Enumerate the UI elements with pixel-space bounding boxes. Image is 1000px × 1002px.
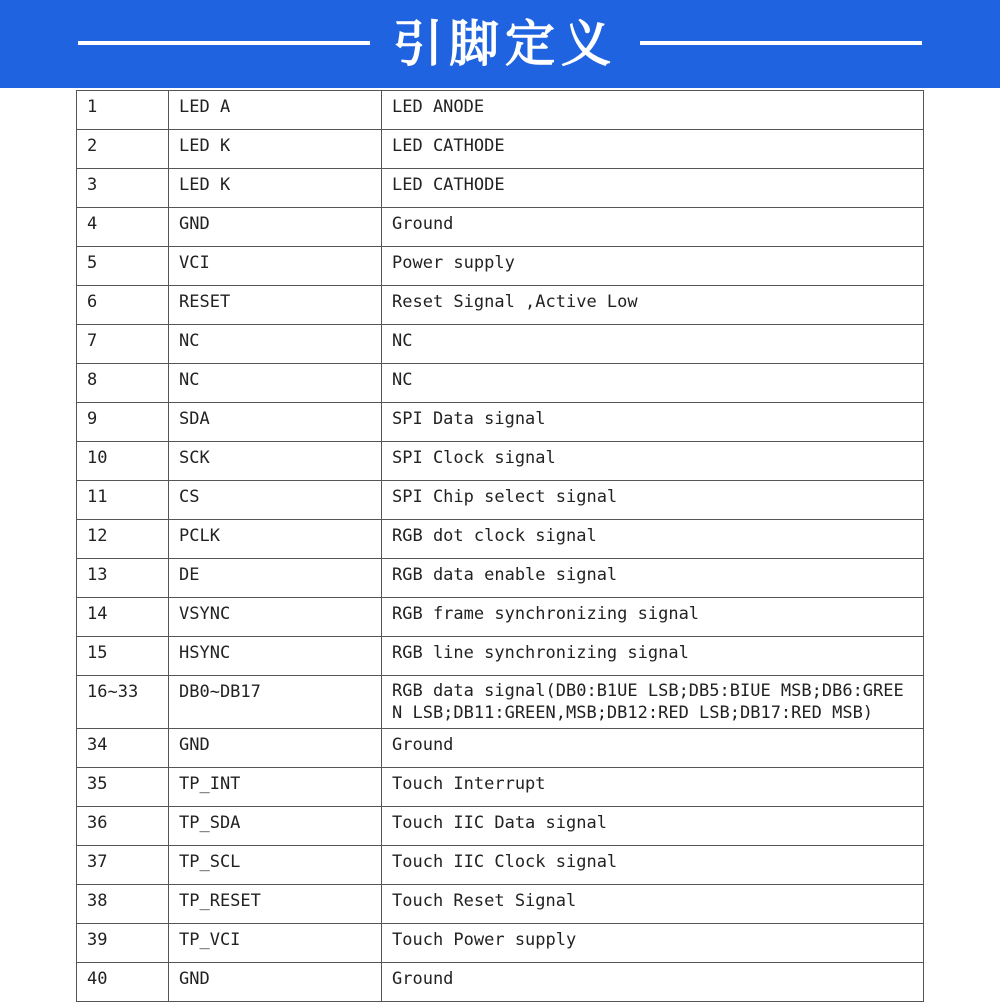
pin-number-cell: 36: [77, 807, 169, 846]
pin-name-cell: GND: [169, 729, 382, 768]
table-row: [77, 364, 924, 403]
table-row: [77, 729, 924, 768]
pin-description-cell: RGB frame synchronizing signal: [382, 598, 924, 637]
pin-name-cell: GND: [169, 963, 382, 1002]
pin-description-cell: LED ANODE: [382, 91, 924, 130]
table-row: [77, 885, 924, 924]
pin-description-cell: RGB dot clock signal: [382, 520, 924, 559]
pin-name-cell: VCI: [169, 247, 382, 286]
pin-name-cell: NC: [169, 325, 382, 364]
pin-number-cell: 11: [77, 481, 169, 520]
pin-name-cell: TP_SCL: [169, 846, 382, 885]
pin-description-cell: Ground: [382, 729, 924, 768]
table-row: [77, 559, 924, 598]
table-row: [77, 963, 924, 1002]
table-row: [77, 520, 924, 559]
pin-description-cell: NC: [382, 364, 924, 403]
pin-table-body: [77, 91, 924, 1002]
table-row: [77, 846, 924, 885]
pin-name-cell: TP_RESET: [169, 885, 382, 924]
pin-name-cell: LED K: [169, 130, 382, 169]
pin-definition-table: [76, 90, 924, 1002]
pin-description-cell: Ground: [382, 208, 924, 247]
pin-description-cell: RGB line synchronizing signal: [382, 637, 924, 676]
pin-name-cell: TP_SDA: [169, 807, 382, 846]
pin-name-cell: VSYNC: [169, 598, 382, 637]
pin-name-cell: DB0~DB17: [169, 676, 382, 729]
pin-number-cell: 10: [77, 442, 169, 481]
pin-name-cell: LED K: [169, 169, 382, 208]
pin-number-cell: 3: [77, 169, 169, 208]
pin-number-cell: 37: [77, 846, 169, 885]
table-row: [77, 169, 924, 208]
pin-number-cell: 4: [77, 208, 169, 247]
pin-number-cell: 39: [77, 924, 169, 963]
pin-name-cell: HSYNC: [169, 637, 382, 676]
pin-number-cell: 14: [77, 598, 169, 637]
pin-description-cell: Touch IIC Clock signal: [382, 846, 924, 885]
pin-number-cell: 6: [77, 286, 169, 325]
pin-number-cell: 12: [77, 520, 169, 559]
title-banner: [0, 0, 1000, 88]
pin-description-cell: Touch Power supply: [382, 924, 924, 963]
pin-name-cell: SCK: [169, 442, 382, 481]
table-row: [77, 286, 924, 325]
pin-name-cell: CS: [169, 481, 382, 520]
table-row: [77, 598, 924, 637]
pin-description-cell: Power supply: [382, 247, 924, 286]
table-row: [77, 91, 924, 130]
pin-name-cell: RESET: [169, 286, 382, 325]
table-row: [77, 676, 924, 729]
pin-description-cell: Touch Interrupt: [382, 768, 924, 807]
pin-description-cell: Touch IIC Data signal: [382, 807, 924, 846]
pin-name-cell: DE: [169, 559, 382, 598]
page-title: 引脚定义: [393, 15, 617, 73]
table-row: [77, 637, 924, 676]
pin-number-cell: 13: [77, 559, 169, 598]
table-row: [77, 481, 924, 520]
pin-description-cell: SPI Chip select signal: [382, 481, 924, 520]
table-row: [77, 768, 924, 807]
pin-name-cell: LED A: [169, 91, 382, 130]
table-row: [77, 442, 924, 481]
pin-description-cell: NC: [382, 325, 924, 364]
table-row: [77, 325, 924, 364]
table-row: [77, 403, 924, 442]
pin-description-cell: LED CATHODE: [382, 169, 924, 208]
pin-description-cell: RGB data signal(DB0:B1UE LSB;DB5:BIUE MSB;DB6:GREEN LSB;DB11:GREEN,MSB;DB12:RED LSB;DB17:RED MSB): [382, 676, 924, 729]
pin-number-cell: 35: [77, 768, 169, 807]
pin-name-cell: GND: [169, 208, 382, 247]
pin-description-cell: Touch Reset Signal: [382, 885, 924, 924]
pin-name-cell: TP_VCI: [169, 924, 382, 963]
banner-divider-right: [640, 41, 922, 45]
table-row: [77, 247, 924, 286]
pin-name-cell: SDA: [169, 403, 382, 442]
pin-description-cell: LED CATHODE: [382, 130, 924, 169]
table-row: [77, 130, 924, 169]
pin-number-cell: 38: [77, 885, 169, 924]
pin-number-cell: 40: [77, 963, 169, 1002]
pin-description-cell: SPI Data signal: [382, 403, 924, 442]
pin-name-cell: TP_INT: [169, 768, 382, 807]
pin-number-cell: 8: [77, 364, 169, 403]
pin-number-cell: 34: [77, 729, 169, 768]
pin-number-cell: 5: [77, 247, 169, 286]
table-row: [77, 924, 924, 963]
pin-description-cell: Reset Signal ,Active Low: [382, 286, 924, 325]
banner-divider-left: [78, 41, 370, 45]
table-row: [77, 807, 924, 846]
table-row: [77, 208, 924, 247]
pin-number-cell: 1: [77, 91, 169, 130]
pin-number-cell: 15: [77, 637, 169, 676]
pin-name-cell: PCLK: [169, 520, 382, 559]
pin-number-cell: 2: [77, 130, 169, 169]
pin-description-cell: SPI Clock signal: [382, 442, 924, 481]
pin-number-cell: 9: [77, 403, 169, 442]
pin-name-cell: NC: [169, 364, 382, 403]
pin-number-cell: 7: [77, 325, 169, 364]
pin-description-cell: RGB data enable signal: [382, 559, 924, 598]
pin-number-cell: 16~33: [77, 676, 169, 729]
pin-description-cell: Ground: [382, 963, 924, 1002]
